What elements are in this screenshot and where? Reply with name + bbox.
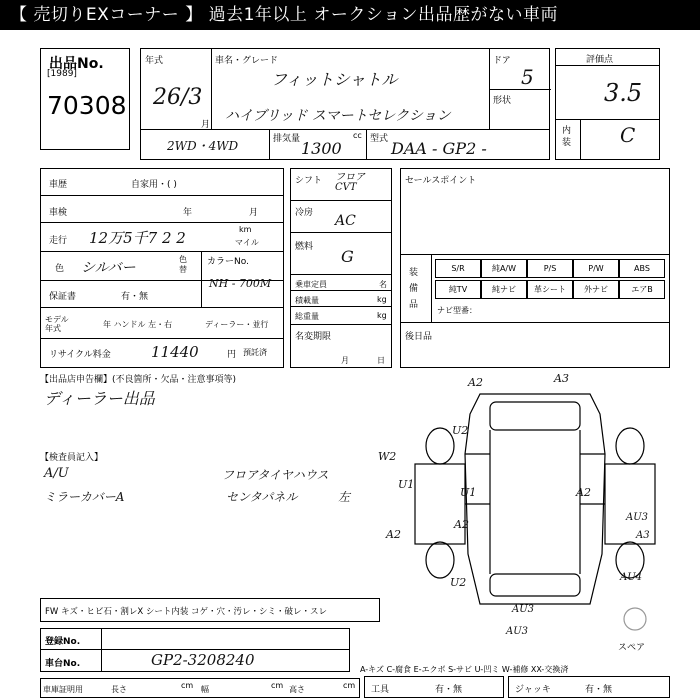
doors-value: 5	[521, 65, 534, 89]
shift-label: シフト	[295, 176, 323, 186]
dealer-label: ディーラー・並行	[205, 320, 269, 329]
cert-cm1: cm	[181, 681, 194, 690]
jack-box	[508, 676, 670, 698]
color-label: 色	[55, 264, 65, 274]
detail-table	[40, 168, 284, 368]
mid-table	[290, 168, 392, 368]
mileage-unit-mile: マイル	[235, 238, 259, 247]
warranty-options: 有・無	[121, 292, 149, 302]
jack-label: ジャッキ	[515, 685, 551, 695]
interior-label: 内装	[562, 126, 572, 148]
lot-code: [1989]	[47, 69, 77, 79]
mark-center-a2: A2	[454, 518, 469, 531]
car-diagram	[390, 374, 680, 634]
color-change: 色替	[179, 255, 187, 274]
aircon-label: 冷房	[295, 208, 314, 218]
fuel-label: 燃料	[295, 242, 314, 252]
top-grid	[140, 48, 550, 160]
inspector-note-2: ミラーカバーA	[44, 490, 125, 504]
doors-label: ドア	[493, 56, 511, 66]
tools-label: 工具	[371, 685, 390, 695]
displacement-label: 排気量	[273, 134, 301, 144]
capacity-unit: 名	[379, 280, 387, 289]
mileage-unit-km: km	[239, 225, 252, 234]
reg-box	[40, 628, 350, 672]
fw-box	[40, 598, 380, 622]
spare-label: スペア	[618, 643, 646, 653]
mark-door-u1: U1	[398, 478, 415, 491]
mark-hood-u2: U2	[452, 424, 469, 437]
mark-roof-a2: A2	[576, 486, 591, 499]
aircon-value: AC	[335, 213, 356, 229]
history-label: 車歴	[49, 180, 68, 190]
model-label: 型式	[370, 134, 389, 144]
equipment-cell-1-1: 純A/W	[481, 259, 527, 278]
car-grade: ハイブリッド スマートセレクション	[225, 108, 451, 124]
cert-height: 高さ	[289, 685, 305, 694]
cert-box	[40, 678, 360, 698]
inspection-month: 月	[249, 208, 259, 218]
car-name: フィットシャトル	[271, 70, 398, 89]
score-label: 評価点	[586, 55, 614, 65]
later-date-label: 後日品	[405, 332, 433, 342]
equipment-cell-2-2: 革シート	[527, 280, 573, 299]
chassis-label: 車台No.	[45, 659, 81, 669]
cert-long: 長さ	[111, 685, 127, 694]
fuel-value: G	[341, 247, 354, 266]
cert-width: 幅	[201, 685, 209, 694]
model-value: DAA - GP2 -	[391, 139, 487, 158]
mark-bottom-au3: AU3	[506, 626, 529, 637]
lot-number: 70308	[47, 91, 127, 120]
carname-label: 車名・グレード	[215, 56, 279, 66]
weight-label: 総重量	[295, 312, 319, 321]
inspector-label: 【検査員記入】	[40, 453, 104, 463]
lot-label: 出品No.	[49, 56, 104, 72]
equipment-cell-1-3: P/W	[573, 259, 619, 278]
nav-model-label: ナビ型番：	[437, 306, 477, 315]
sales-point-label: セールスポイント	[405, 176, 477, 186]
displacement-unit: cc	[353, 131, 362, 140]
equipment-cell-2-3: 外ナビ	[573, 280, 619, 299]
mileage-value: 12万5千7 2 2	[89, 229, 186, 247]
shape-label: 形状	[493, 96, 512, 106]
mark-right-a3: A3	[636, 530, 650, 541]
tools-options: 有・無	[435, 685, 463, 695]
cert-label: 車庫証明用	[43, 685, 83, 694]
fw-line: FW キズ・ヒビ石・割レX シート内装 コゲ・穴・汚レ・シミ・破レ・スレ	[45, 607, 328, 617]
namechange-label: 名変期限	[295, 332, 332, 342]
seller-notes-label: 【出品店申告欄】(不良箇所・欠品・注意事項等)	[40, 375, 237, 385]
mark-rear-au3: AU3	[512, 604, 535, 615]
inspector-note-5: 左	[338, 490, 351, 504]
displacement-value: 1300	[301, 139, 342, 158]
year-label: 年式	[145, 56, 164, 66]
inspection-year: 年	[183, 208, 193, 218]
year-month-marker: 月	[201, 120, 211, 130]
recycle-value: 11440	[151, 343, 199, 361]
mark-fender-w2: W2	[378, 450, 397, 463]
cert-cm2: cm	[271, 681, 284, 690]
shift-value: フロア CVT	[335, 172, 365, 193]
cert-cm3: cm	[343, 681, 356, 690]
mark-rear-u2: U2	[450, 576, 467, 589]
score-value: 3.5	[604, 79, 643, 107]
recycle-unit: 円	[227, 350, 237, 360]
score-box	[555, 48, 660, 160]
banner: 【 売切りEXコーナー 】 過去1年以上 オークション出品歴がない車両	[0, 0, 700, 30]
inspection-label: 車検	[49, 208, 68, 218]
chassis-value: GP2-3208240	[151, 651, 255, 669]
color-value: シルバー	[81, 260, 136, 276]
load-unit: kg	[377, 295, 387, 304]
capacity-label: 乗車定員	[295, 280, 327, 289]
legend-line: A-キズ C-腐食 E-エクボ S-サビ U-凹ミ W-補修 XX-交換済	[360, 665, 569, 674]
tools-box	[364, 676, 504, 698]
year-value: 26/3	[153, 85, 203, 110]
mark-front-a2: A2	[468, 376, 483, 389]
model-year-label: モデル年式	[45, 315, 69, 333]
mark-right-au4: AU4	[620, 572, 643, 583]
equipment-cell-1-2: P/S	[527, 259, 573, 278]
equipment-cell-2-1: 純ナビ	[481, 280, 527, 299]
history-options: 自家用・( )	[131, 180, 177, 190]
warranty-label: 保証書	[49, 292, 77, 302]
handle-label: 年 ハンドル 左・右	[103, 320, 173, 329]
equipment-cell-1-4: ABS	[619, 259, 665, 278]
equipment-cell-1-0: S/R	[435, 259, 481, 278]
mark-right-au3: AU3	[626, 512, 649, 523]
registration-label: 登録No.	[45, 637, 81, 647]
color-no: NH - 700M	[209, 277, 272, 290]
recycle-label: リサイクル料金	[49, 350, 111, 360]
mark-center-u1: U1	[460, 486, 477, 499]
recycle-status: 預託済	[243, 348, 267, 357]
interior-value: C	[620, 123, 636, 147]
drive-option: 2WD・4WD	[167, 139, 239, 153]
equipment-label: 装備品	[409, 268, 419, 310]
weight-unit: kg	[377, 311, 387, 320]
equipment-cell-2-0: 純TV	[435, 280, 481, 299]
mark-side-a2: A2	[386, 528, 401, 541]
namechange-month: 月	[341, 356, 349, 365]
inspector-note-3: フロアタイヤハウス	[222, 468, 329, 482]
mileage-label: 走行	[49, 236, 68, 246]
seller-notes-value: ディーラー出品	[44, 389, 155, 408]
inspector-note-1: A/U	[44, 466, 69, 481]
color-no-label: カラーNo.	[207, 257, 249, 267]
jack-options: 有・無	[585, 685, 613, 695]
namechange-day: 日	[377, 356, 385, 365]
inspector-note-4: センタパネル	[226, 490, 298, 504]
equipment-cell-2-4: エアB	[619, 280, 665, 299]
sales-box	[400, 168, 670, 368]
lot-box	[40, 48, 130, 150]
mark-front-a3: A3	[554, 372, 569, 385]
load-label: 積載量	[295, 296, 319, 305]
